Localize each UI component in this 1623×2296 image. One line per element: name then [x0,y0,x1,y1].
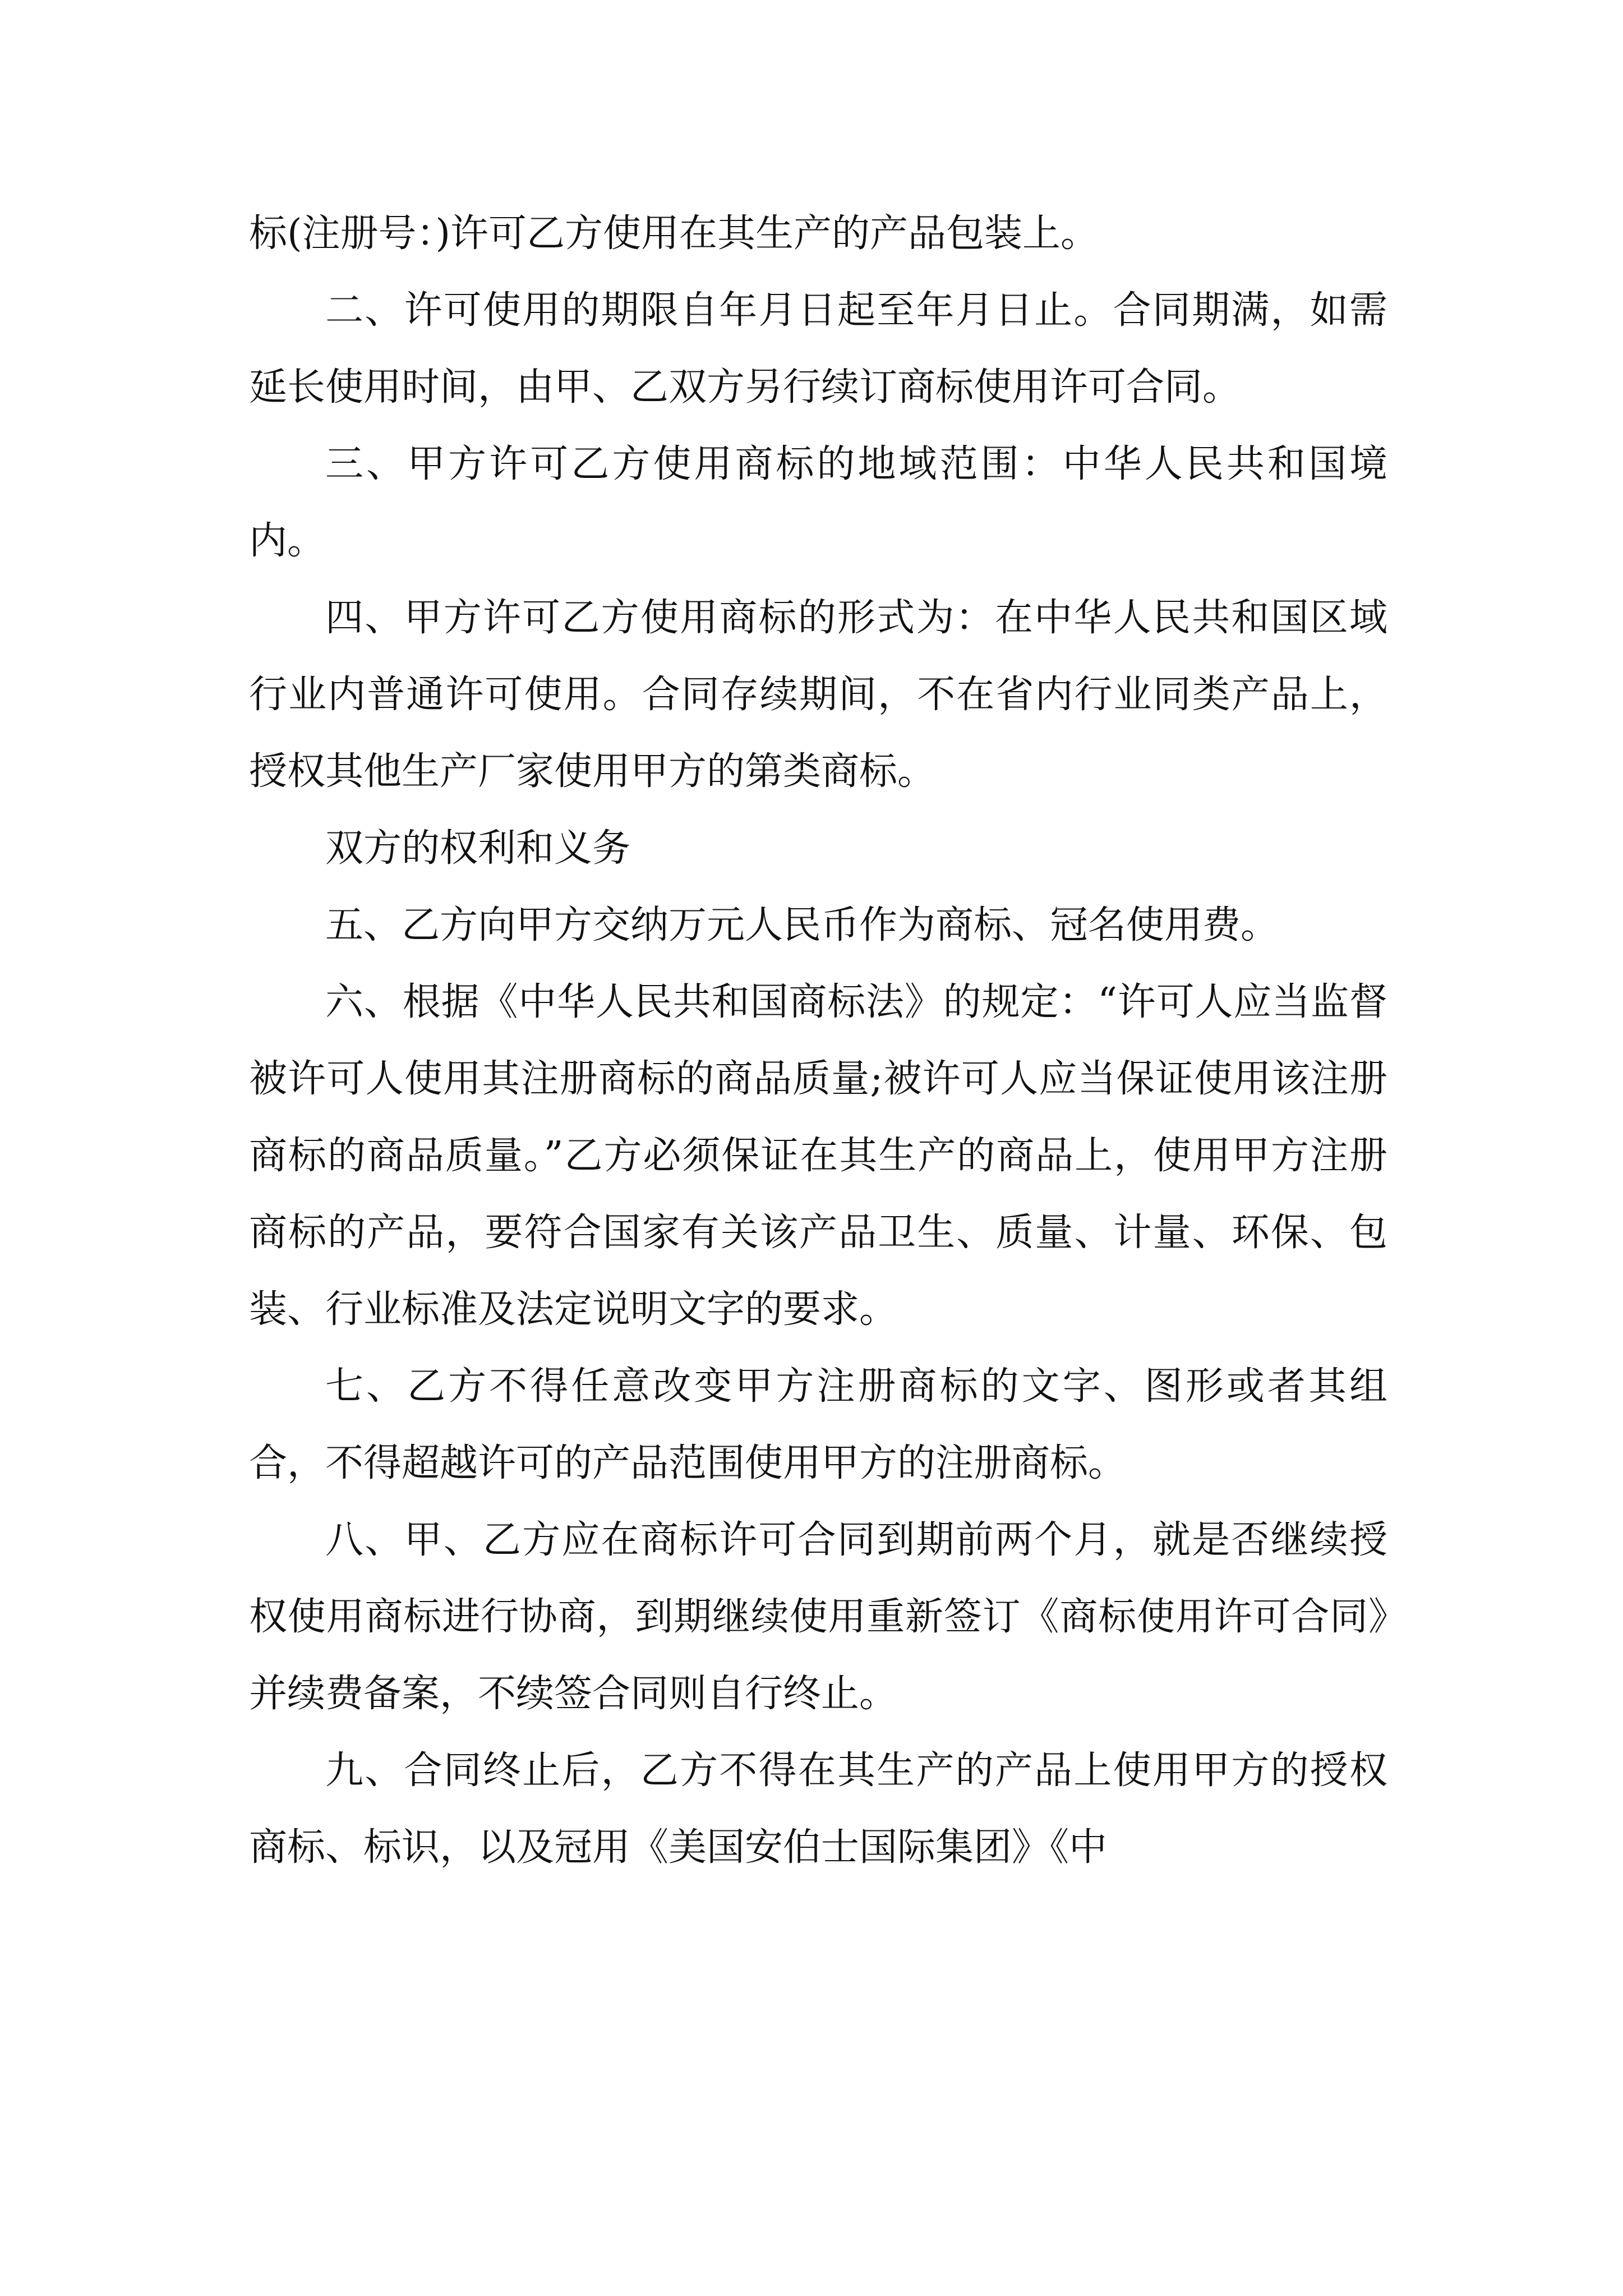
section-heading-rights-obligations: 双方的权利和义务 [325,826,631,871]
paragraph-clause-2-term: 二、许可使用的期限自年月日起至年月日止。合同期满，如需延长使用时间，由甲、乙双方另行续订商标使用许可合同。 [249,288,1387,409]
paragraph-clause-6-quality: 六、根据《中华人民共和国商标法》的规定：“许可人应当监督被许可人使用其注册商标的商品质量;被许可人应当保证使用该注册商标的商品质量。”乙方必须保证在其生产的商品上，使用甲方注册商标的产品，要符合国家有关该产品卫生、质量、计量、环保、包装、行业标准及法定说明文字的要求。 [249,980,1388,1332]
paragraph-clause-5-fee: 五、乙方向甲方交纳万元人民币作为商标、冠名使用费。 [325,903,1279,947]
paragraph-continued-trademark-clause: 标(注册号：)许可乙方使用在其生产的产品包装上。 [249,211,1099,256]
paragraph-clause-7-no-alteration: 七、乙方不得任意改变甲方注册商标的文字、图形或者其组合，不得超越许可的产品范围使用甲方的注册商标。 [249,1364,1387,1485]
paragraph-clause-3-territory: 三、甲方许可乙方使用商标的地域范围：中华人民共和国境内。 [249,442,1387,563]
paragraph-clause-9-termination: 九、合同终止后，乙方不得在其生产的产品上使用甲方的授权商标、标识，以及冠用《美国安伯士国际集团》《中 [249,1749,1387,1870]
document-body [249,195,1387,1886]
paragraph-clause-8-renewal: 八、甲、乙方应在商标许可合同到期前两个月，就是否继续授权使用商标进行协商，到期继续使用重新签订《商标使用许可合同》并续费备案，不续签合同则自行终止。 [249,1518,1387,1716]
paragraph-clause-4-license-form: 四、甲方许可乙方使用商标的形式为：在中华人民共和国区域行业内普通许可使用。合同存续期间，不在省内行业同类产品上，授权其他生产厂家使用甲方的第类商标。 [249,596,1387,794]
